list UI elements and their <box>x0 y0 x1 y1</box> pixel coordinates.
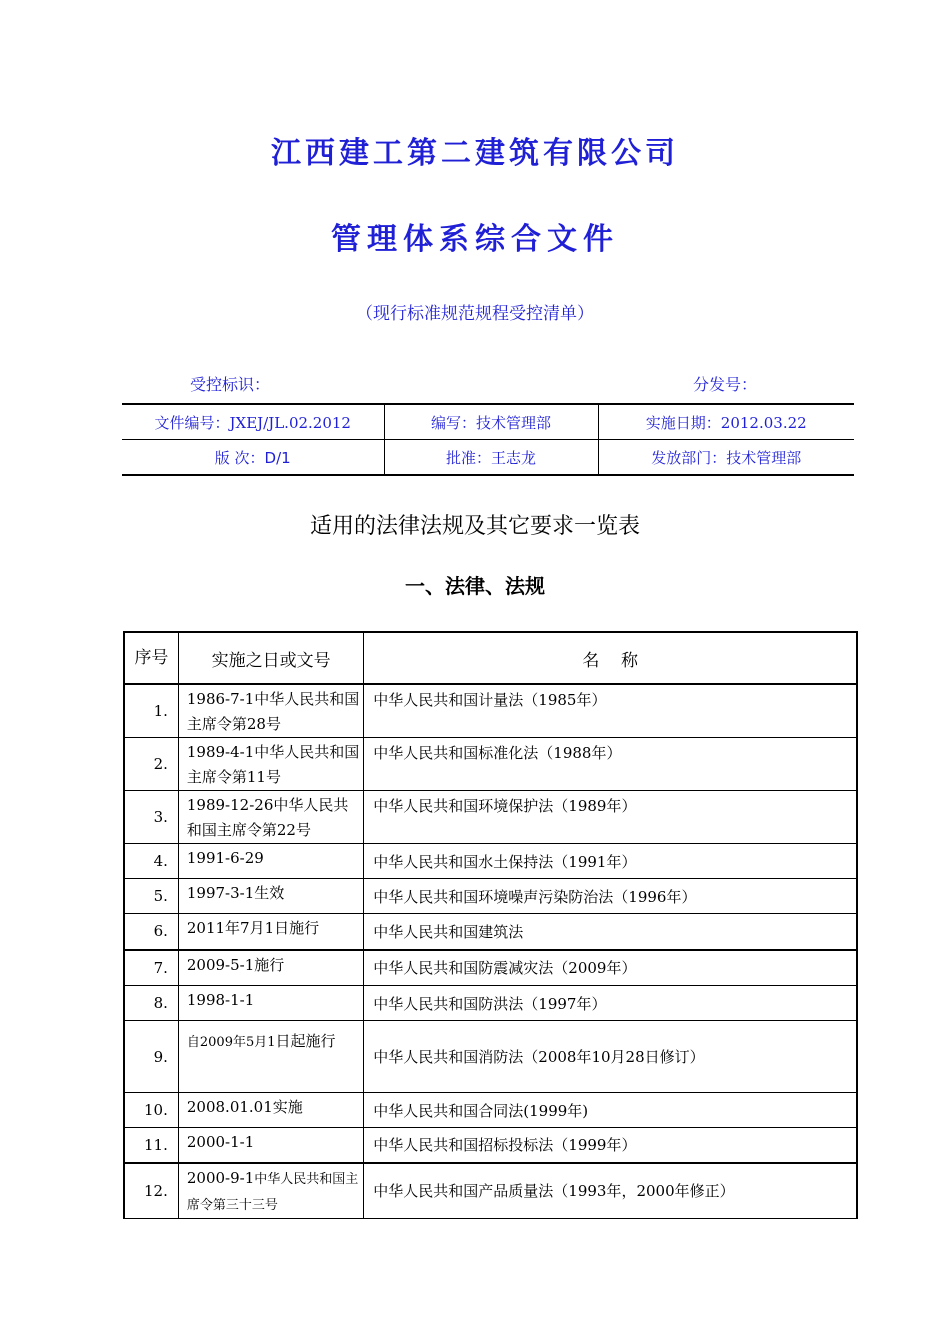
row-name: 中华人民共和国防洪法（1997年） <box>364 986 857 1021</box>
row-date: 1989-12-26中华人民共和国主席令第22号 <box>178 791 363 844</box>
author: 编写：技术管理部 <box>384 404 598 440</box>
row-name: 中华人民共和国防震减灾法（2009年） <box>364 950 857 986</box>
table-row <box>124 684 857 738</box>
row-seq: 7. <box>124 950 178 986</box>
row-date-suffix: 中华人民共和国主席令第三十三号 <box>186 1171 359 1213</box>
row-date: 2000-1-1 <box>178 1128 363 1163</box>
document-subtitle: 管理体系综合文件 <box>331 222 619 257</box>
row-seq: 12. <box>124 1163 178 1219</box>
row-seq: 11. <box>124 1128 178 1163</box>
laws-table <box>123 631 858 1219</box>
row-name: 中华人民共和国招标投标法（1999年） <box>364 1128 857 1163</box>
controlled-mark-label: 受控标识： <box>190 375 271 394</box>
row-seq: 8. <box>124 986 178 1021</box>
row-date-suffix: 日起施行 <box>275 1032 336 1050</box>
row-name: 中华人民共和国消防法（2008年10月28日修订） <box>364 1021 857 1093</box>
file-no: 文件编号：JXEJ/JL.02.2012 <box>122 404 384 440</box>
table-row <box>124 1093 857 1128</box>
row-date: 1991-6-29 <box>178 844 363 879</box>
row-seq: 5. <box>124 879 178 914</box>
row-seq: 10. <box>124 1093 178 1128</box>
row-name: 中华人民共和国环境噪声污染防治法（1996年） <box>364 879 857 914</box>
row-date: 1997-3-1生效 <box>178 879 363 914</box>
row-seq: 9. <box>124 1021 178 1093</box>
table-row <box>124 791 857 844</box>
row-seq: 6. <box>124 914 178 950</box>
document-info-table <box>122 403 854 476</box>
company-name: 江西建工第二建筑有限公司 <box>271 136 679 171</box>
effective-date: 实施日期：2012.03.22 <box>598 404 854 440</box>
row-seq: 1. <box>124 684 178 738</box>
row-name: 中华人民共和国环境保护法（1989年） <box>364 791 857 844</box>
row-date-prefix: 2000-9-1 <box>186 1168 255 1187</box>
table-row <box>124 738 857 791</box>
row-date <box>178 1163 363 1219</box>
row-name: 中华人民共和国产品质量法（1993年，2000年修正） <box>364 1163 857 1219</box>
table-row <box>124 914 857 950</box>
document-type: （现行标准规范规程受控清单） <box>356 304 594 324</box>
issuing-dept: 发放部门：技术管理部 <box>598 440 854 476</box>
table-row <box>124 844 857 879</box>
table-row <box>124 1163 857 1219</box>
row-seq: 3. <box>124 791 178 844</box>
row-date <box>178 1021 363 1093</box>
list-title: 适用的法律法规及其它要求一览表 <box>309 514 640 539</box>
row-date: 1989-4-1中华人民共和国主席令第11号 <box>178 738 363 791</box>
row-seq: 2. <box>124 738 178 791</box>
row-name: 中华人民共和国建筑法 <box>364 914 857 950</box>
row-date: 2008.01.01实施 <box>178 1093 363 1128</box>
section-title: 一、法律、法规 <box>405 574 545 598</box>
row-name: 中华人民共和国合同法(1999年) <box>364 1093 857 1128</box>
table-row <box>124 1021 857 1093</box>
row-date: 1998-1-1 <box>178 986 363 1021</box>
row-name: 中华人民共和国水土保持法（1991年） <box>364 844 857 879</box>
row-name: 中华人民共和国计量法（1985年） <box>364 684 857 738</box>
table-row <box>124 879 857 914</box>
seq-header: 序号 <box>124 632 178 684</box>
date-header: 实施之日或文号 <box>178 632 363 684</box>
row-seq: 4. <box>124 844 178 879</box>
row-date: 2009-5-1施行 <box>178 950 363 986</box>
version: 版 次：D/1 <box>122 440 384 476</box>
distribution-no-label: 分发号： <box>693 375 758 394</box>
table-row <box>124 986 857 1021</box>
table-row <box>124 950 857 986</box>
row-date: 1986-7-1中华人民共和国主席令第28号 <box>178 684 363 738</box>
table-header <box>124 632 857 684</box>
table-row <box>124 1128 857 1163</box>
row-date-prefix: 自2009年5月1 <box>186 1035 276 1050</box>
row-name: 中华人民共和国标准化法（1988年） <box>364 738 857 791</box>
approver: 批准：王志龙 <box>384 440 598 476</box>
row-date: 2011年7月1日施行 <box>178 914 363 950</box>
name-header: 名 称 <box>364 632 857 684</box>
